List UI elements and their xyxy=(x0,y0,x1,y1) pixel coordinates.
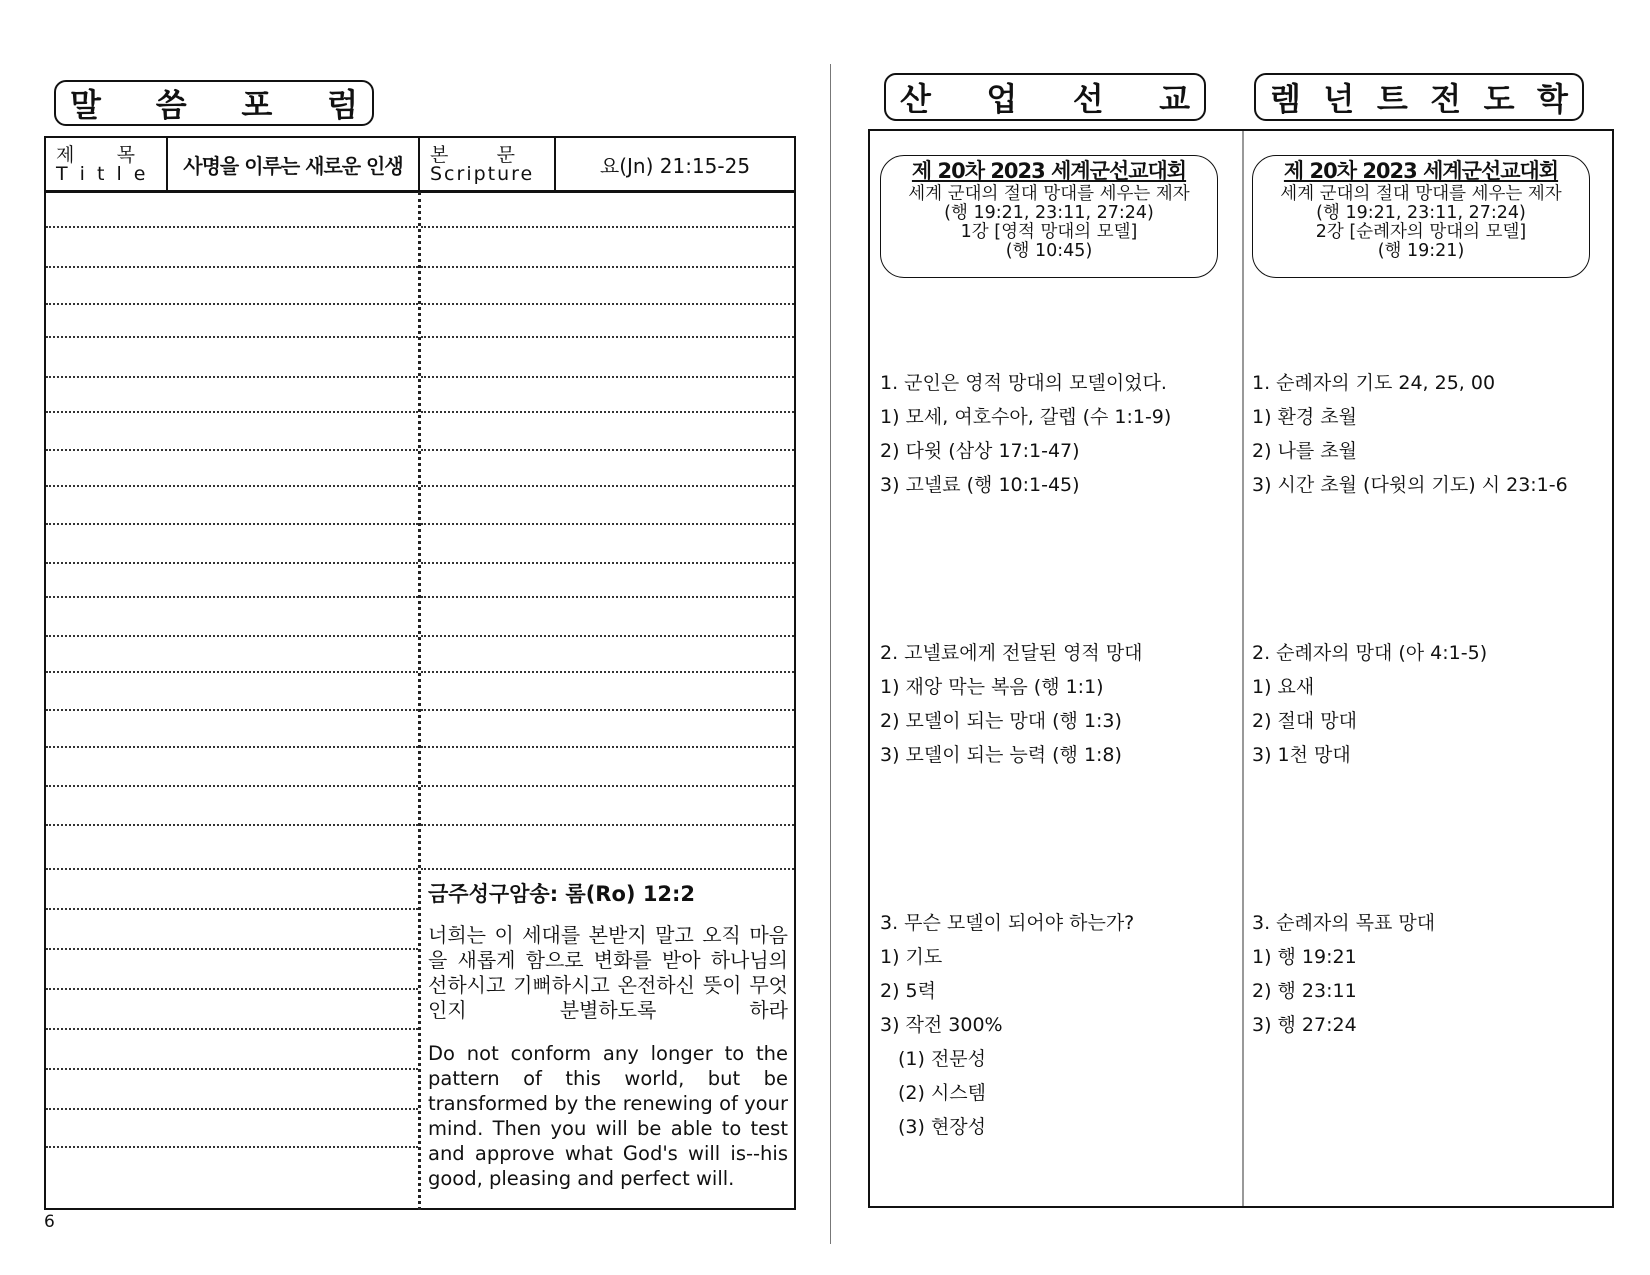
heading-char: 포 xyxy=(241,86,273,124)
lecture1-title: 1강 [영적 망대의 모델] xyxy=(960,222,1138,242)
lecture1-theme: 세계 군대의 절대 망대를 세우는 제자 xyxy=(908,184,1190,204)
title-label-en: T i t l e xyxy=(56,163,149,185)
outline-item: 2) 5력 xyxy=(880,980,936,1002)
outline-subitem: (2) 시스템 xyxy=(898,1082,987,1104)
heading-char: 전 xyxy=(1430,80,1462,118)
heading-char: 렘 xyxy=(1270,80,1301,118)
notes-lines-right xyxy=(421,138,794,878)
outline-item: 3) 1천 망대 xyxy=(1252,744,1351,766)
outline-item: 1) 모세, 여호수아, 갈렙 (수 1:1-9) xyxy=(880,406,1172,428)
lecture1-section2 xyxy=(880,636,1143,772)
outline-item: 1) 재앙 막는 복음 (행 1:1) xyxy=(880,676,1104,698)
lecture2-section1 xyxy=(1252,366,1568,502)
lecture1-title-ref: (행 10:45) xyxy=(1005,241,1093,261)
lecture2-section2 xyxy=(1252,636,1487,772)
outline-item: 2) 행 23:11 xyxy=(1252,980,1357,1002)
outline-item: 3) 작전 300% xyxy=(880,1014,1003,1036)
outline-item: 1) 행 19:21 xyxy=(1252,946,1357,968)
lecture1-conference-title: 제 20차 2023 세계군선교대회 xyxy=(911,159,1187,183)
sermon-notes-frame xyxy=(44,136,796,1210)
outline-item: 3) 모델이 되는 능력 (행 1:8) xyxy=(880,744,1122,766)
lecture-outline-frame xyxy=(868,129,1614,1208)
outline-item: 2) 절대 망대 xyxy=(1252,710,1357,732)
heading-char: 학 xyxy=(1537,80,1568,118)
outline-subitem: (3) 현장성 xyxy=(898,1116,987,1138)
heading-char: 업 xyxy=(986,80,1018,118)
memory-verse-korean: 너희는 이 세대를 본받지 말고 오직 마음을 새롭게 함으로 변화를 받아 하나님의 선하시고 기뻐하시고 온전하신 뜻이 무엇인지 분별하도록 하라 xyxy=(428,923,788,1022)
heading-char: 럼 xyxy=(327,86,358,124)
outline-item: 3) 시간 초월 (다윗의 기도) 시 23:1-6 xyxy=(1252,474,1568,496)
lecture1-section3 xyxy=(880,906,1134,1144)
outline-item: 1) 요새 xyxy=(1252,676,1315,698)
scripture-label-en: Scripture xyxy=(430,163,535,185)
outline-subitem: (1) 전문성 xyxy=(898,1048,987,1070)
lecture2-conference-title: 제 20차 2023 세계군선교대회 xyxy=(1283,159,1559,183)
lecture1-section1 xyxy=(880,366,1171,502)
heading-char: 교 xyxy=(1159,80,1190,118)
lecture2-theme: 세계 군대의 절대 망대를 세우는 제자 xyxy=(1280,184,1562,204)
scripture-label-ko: 본 문 xyxy=(430,144,516,166)
memory-verse-title: 금주성구암송: 롬(Ro) 12:2 xyxy=(428,882,696,906)
lecture2-title: 2강 [순례자의 망대의 모델] xyxy=(1315,222,1527,242)
heading-malsseum-forum xyxy=(54,80,374,126)
outline-item: 3. 무슨 모델이 되어야 하는가? xyxy=(880,912,1135,934)
outline-item: 2. 고넬료에게 전달된 영적 망대 xyxy=(880,642,1143,664)
outline-item: 2. 순례자의 망대 (아 4:1-5) xyxy=(1252,642,1488,664)
outline-item: 2) 다윗 (삼상 17:1-47) xyxy=(880,440,1080,462)
lecture2-title-ref: (행 19:21) xyxy=(1377,241,1465,261)
outline-item: 1. 순례자의 기도 24, 25, 00 xyxy=(1252,372,1496,394)
center-dotted-divider xyxy=(418,192,421,1210)
heading-char: 선 xyxy=(1072,80,1104,118)
outline-item: 1) 기도 xyxy=(880,946,943,968)
page-number: 6 xyxy=(44,1212,55,1232)
notes-lines-left xyxy=(46,138,418,1210)
lecture2-theme-refs: (행 19:21, 23:11, 27:24) xyxy=(1316,203,1526,223)
sermon-title: 사명을 이루는 새로운 인생 xyxy=(183,153,403,178)
heading-industrial-mission xyxy=(884,73,1206,121)
outline-item: 1) 환경 초월 xyxy=(1252,406,1357,428)
outline-item: 3) 행 27:24 xyxy=(1252,1014,1357,1036)
outline-item: 1. 군인은 영적 망대의 모델이었다. xyxy=(880,372,1167,394)
heading-char: 산 xyxy=(900,80,931,118)
column-divider xyxy=(1242,131,1244,1206)
lecture2-section3 xyxy=(1252,906,1435,1042)
heading-char: 넌 xyxy=(1323,80,1355,118)
title-label-ko: 제 목 xyxy=(56,144,135,166)
heading-char: 말 xyxy=(70,86,101,124)
heading-remnant-evangelism xyxy=(1254,73,1584,121)
memory-verse-english: Do not conform any longer to the pattern of this world, but be transformed by the renewing of your mind. Then you will be able to test and approve what God's will is--his good, pleasing and perfect will. xyxy=(428,1042,788,1190)
lecture1-theme-refs: (행 19:21, 23:11, 27:24) xyxy=(944,203,1154,223)
heading-char: 도 xyxy=(1483,80,1515,118)
page-divider xyxy=(830,64,831,1244)
scripture-ref: 요(Jn) 21:15-25 xyxy=(599,153,751,178)
heading-char: 씀 xyxy=(155,86,187,124)
heading-char: 트 xyxy=(1376,80,1408,118)
outline-item: 2) 모델이 되는 망대 (행 1:3) xyxy=(880,710,1122,732)
lecture2-box xyxy=(1252,155,1590,278)
outline-item: 3) 고넬료 (행 10:1-45) xyxy=(880,474,1080,496)
outline-item: 3. 순례자의 목표 망대 xyxy=(1252,912,1436,934)
outline-item: 2) 나를 초월 xyxy=(1252,440,1357,462)
lecture1-box xyxy=(880,155,1218,278)
